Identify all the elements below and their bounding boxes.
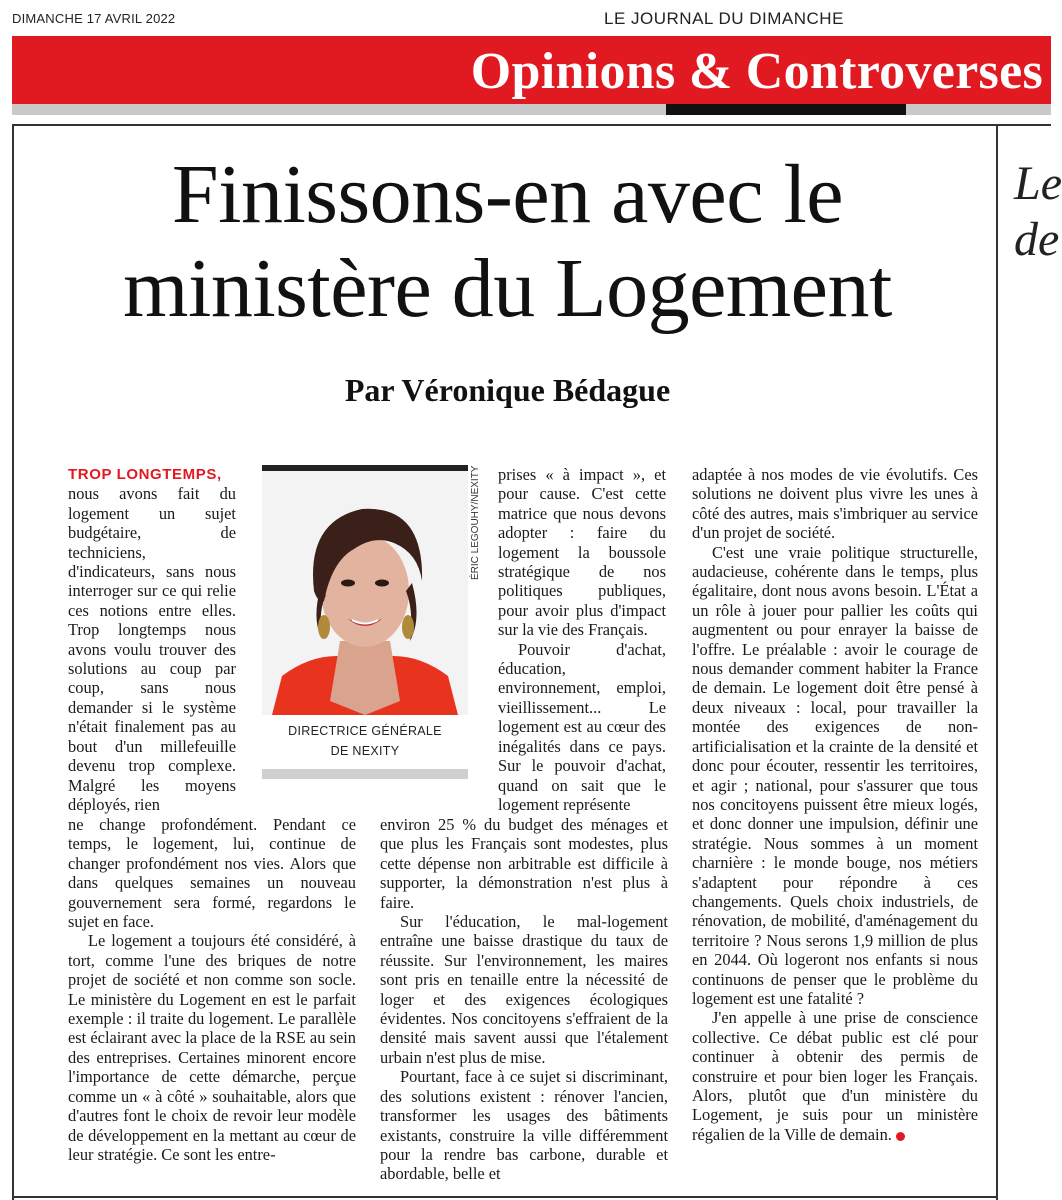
photo-caption-line-1: DIRECTRICE GÉNÉRALE — [288, 724, 442, 738]
section-banner — [12, 36, 1051, 104]
photo-caption — [262, 721, 468, 761]
next-article-line-2: de — [1014, 213, 1060, 266]
column-2-paragraph-2: Pouvoir d'achat, éducation, environnement, emploi, vieillissement... Le logement est au cœur des inégalités dans ce pays. Sur le pouvoir d'achat, quand on sait que le logement représente — [498, 639, 666, 814]
article-frame-left — [12, 124, 14, 1200]
column-2-continuation: environ 25 % du budget des ménages et que plus les Français sont modestes, plus cette dépense non arbitrable est difficile à supporter, la démonstration n'est plus à faire. — [380, 815, 668, 912]
column-3-paragraph-3 — [692, 1008, 978, 1144]
article-headline: Finissons-en avec le ministère du Logement — [123, 148, 892, 335]
next-article-line-1: Le — [1014, 157, 1062, 210]
column-3-paragraph-3-text: J'en appelle à une prise de conscience collective. Ce débat public est clé pour continuer à obtenir des permis de construire et pour bien loger les Français. Alors, plutôt que d'un ministère du Logement, je suis pour un ministère régalien de la Ville de demain. — [692, 1008, 978, 1144]
author-portrait-illustration — [262, 471, 468, 715]
column-2-paragraph-4: Pourtant, face à ce sujet si discriminant, des solutions existent : rénover l'ancien, transformer les usages des bâtiments existants, construire la ville différemment pour la rendre bas carbone, durable et abordable, belle et — [380, 1067, 668, 1184]
column-1-continuation: ne change profondément. Pendant ce temps, le logement, lui, continue de changer profondément nos vies. Alors que dans quelques semaines un nouveau gouvernement sera formé, regardons le sujet en face. — [68, 815, 356, 932]
photo-bottom-rule — [262, 769, 468, 779]
column-1-top — [68, 465, 236, 814]
column-1-bottom — [68, 815, 356, 1164]
article-frame-top — [12, 124, 1051, 126]
section-title: Opinions & Controverses — [470, 43, 1043, 100]
column-3 — [692, 465, 978, 1144]
lead-in-caps: TROP LONGTEMPS, — [68, 466, 222, 483]
issue-date: DIMANCHE 17 AVRIL 2022 — [12, 11, 176, 26]
article-frame-right — [996, 124, 998, 1200]
column-1-paragraph-2: Le logement a toujours été considéré, à tort, comme l'une des briques de notre projet de société et non comme son socle. Le ministère du Logement en est le parfait exemple : il traite du logement. Le parallèle est éclairant avec la place de la RSE au sein des entreprises. Certaines minorent encore l'importance de cette démarche, perçue comme un « à côté » souhaitable, alors que d'autres font le choix de revoir leur modèle de développement en la mettant au cœur de leur stratégie. Ce sont les entre- — [68, 931, 356, 1164]
column-3-paragraph-1: adaptée à nos modes de vie évolutifs. Ces solutions ne doivent plus vivre les unes à côté des autres, mais s'imbriquer au service d'un projet de société. — [692, 465, 978, 543]
column-2-paragraph-3: Sur l'éducation, le mal-logement entraîne une baisse drastique du taux de réussite. Sur l'environnement, les maires sont pris en tenaille entre la nécessité de loger et des exigences écologiques évidentes. Nos concitoyens s'effraient de la densité mais savent aussi que l'étalement urbain n'est plus de mise. — [380, 912, 668, 1067]
column-1-intro: nous avons fait du logement un sujet budgétaire, de techniciens, d'indicateurs, sans nous interroger sur ce qui relie ces notions entre elles. Trop longtemps nous avons voulu trouver des solutions au coup par coup, sans nous demander si le système n'était finalement pas au bout d'un millefeuille devenu trop complexe. Malgré les moyens déployés, rien — [68, 484, 236, 814]
photo-caption-line-2: DE NEXITY — [330, 744, 400, 758]
masthead-top — [0, 0, 1051, 36]
column-3-paragraph-2: C'est une vraie politique structurelle, audacieuse, cohérente dans le temps, plus égalitaire, dont nous avons besoin. L'État a un rôle à jouer pour pallier les coûts qui augmentent ou pour enrayer la baisse de l'offre. Le préalable : avoir le courage de nous demander comment habiter la France de demain. Le logement doit être pensé à deux niveaux : local, pour travailler la montée des exigences de non-artificialisation et la crainte de la densité et donc pour écouter, ressentir les territoires, et agir ; national, pour s'assurer que tous nos concitoyens puissent être mieux logés, et donc donner une impulsion, définir une stratégie. Nous sommes à un moment charnière : le monde bouge, nos métiers s'adaptent pour répondre à ces changements. Quels choix industriels, de rénovation, de mobilité, d'aménagement du territoire ? Nous serons 1,9 million de plus en 2044. Où logeront nos enfants si nous continuons de penser que le problème du logement est une fatalité ? — [692, 542, 978, 1008]
article-byline: Par Véronique Bédague — [344, 372, 671, 408]
banner-underline-accent — [666, 104, 906, 115]
newspaper-name: LE JOURNAL DU DIMANCHE — [604, 9, 844, 28]
article-frame-bottom — [12, 1196, 998, 1198]
next-article-headline — [1014, 156, 1062, 268]
column-2-top — [498, 465, 666, 814]
end-of-article-dot-icon — [896, 1132, 905, 1141]
column-2-bottom — [380, 815, 668, 1184]
author-portrait — [262, 471, 468, 715]
author-photo-block — [262, 465, 468, 779]
photo-credit: ÉRIC LEGOUHY/NEXITY — [470, 465, 481, 580]
column-2-paragraph-1: prises « à impact », et pour cause. C'est cette matrice que nous devons adopter : faire du logement la boussole stratégique de nos politiques publiques, pour avoir plus d'impact sur la vie des Français. — [498, 465, 666, 640]
